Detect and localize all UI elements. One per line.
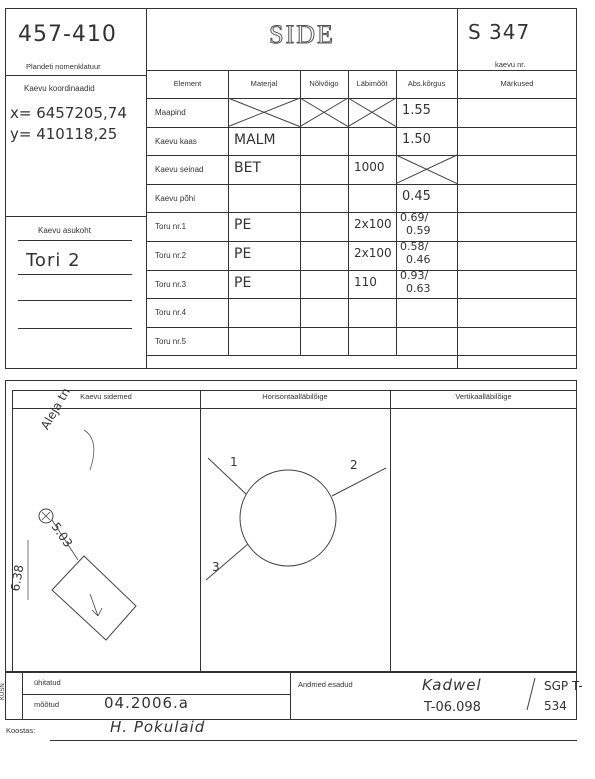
table-cell-value: 0.63 (406, 281, 431, 295)
sketch-header-vertical: Vertikaalläbilõige (455, 392, 512, 401)
location-line-3 (18, 328, 132, 329)
crossed-cell (396, 155, 457, 184)
table-row-divider (147, 298, 577, 299)
street-name: Aleja tn (38, 385, 73, 432)
location-line-1 (18, 274, 132, 275)
location-underline (18, 240, 132, 241)
pipe-label-1: 1 (230, 455, 239, 469)
table-row-divider (147, 355, 577, 356)
compiler-label: Koostas: (6, 726, 36, 735)
table-header-cell: Materjal (250, 79, 278, 88)
compiler-value: H. Pokulaid (110, 718, 206, 736)
nomenclature-label: Plandeti nomenklatuur (26, 62, 101, 71)
slash-divider (525, 676, 537, 712)
x-coordinate: x= 6457205,74 (10, 104, 127, 122)
right-header-divider (457, 70, 577, 71)
crossed-cell (300, 98, 348, 127)
table-cell-value: 1.50 (402, 131, 431, 147)
sketch-header-horizontal: Horisontaalläbilõige (262, 392, 328, 401)
table-row-label: Toru nr.4 (155, 308, 187, 318)
table-row-label: Toru nr.3 (155, 279, 187, 289)
footer-side-divider (22, 672, 23, 720)
table-cell-value: 1000 (354, 160, 385, 175)
pipe-label-3: 3 (212, 560, 221, 574)
well-number-label: kaevu nr. (495, 60, 526, 69)
table-header-cell: Nõlvõigo (309, 79, 339, 88)
sketch-header-links: Kaevu sidemed (80, 392, 132, 401)
footer-mid-divider (290, 672, 291, 720)
header-divider (147, 70, 457, 71)
table-cell-value: 0.93/ (400, 268, 429, 282)
distance-a: 5.03 (48, 520, 76, 550)
sketch-header-divider (12, 408, 577, 409)
sketch-top-rule (12, 390, 577, 391)
well-number-value: S 347 (468, 20, 531, 44)
table-cell-value: 110 (354, 274, 377, 289)
measured-value: 04.2006.a (104, 694, 189, 712)
checked-label: ühitatud (34, 678, 61, 687)
table-cell-value: 2x100 (354, 217, 392, 232)
table-cell-value: 1.55 (402, 103, 431, 118)
location-label: Kaevu asukoht (38, 226, 91, 235)
code-2: SGP T-534 (544, 679, 583, 713)
location-line-2 (18, 300, 132, 301)
data-entered-value: Kadwel (422, 676, 482, 694)
code-1: T-06.098 (424, 700, 481, 715)
table-header-cell: Märkused (500, 79, 534, 88)
table-cell-value: 0.59 (406, 224, 431, 238)
nomenclature-value: 457-410 (18, 22, 117, 47)
table-cell-value: BET (234, 160, 262, 177)
left-header-divider (5, 75, 147, 76)
footer-frame (5, 672, 577, 720)
table-cell-value: 0.69/ (400, 211, 429, 225)
location-divider (5, 216, 147, 217)
table-row-label: Toru nr.1 (155, 222, 187, 232)
pipe-label-2: 2 (350, 458, 359, 472)
table-row-divider (147, 327, 577, 328)
table-row-divider (147, 212, 577, 213)
distance-b: 6.38 (8, 563, 27, 593)
table-row-label: Toru nr.2 (155, 251, 187, 260)
footer-side-label: KUSN (0, 683, 6, 700)
compiler-line (50, 740, 577, 741)
table-cell-value: 0.45 (402, 188, 431, 204)
y-coordinate: y= 410118,25 (10, 125, 118, 143)
measured-label: mõõtud (34, 700, 60, 709)
table-row-label: Maapind (155, 108, 186, 117)
table-header-cell: Element (173, 79, 202, 88)
horizontal-section-sketch (200, 410, 390, 672)
table-cell-value: 0.46 (406, 253, 431, 266)
data-entered-label: Andmed esadud (298, 680, 353, 689)
table-cell-value: PE (234, 246, 252, 262)
table-row-label: Kaevu seinad (155, 165, 204, 175)
coords-label: Kaevu koordinaadid (24, 84, 95, 93)
table-header-cell: Abs.kõrgus (407, 79, 446, 88)
table-row-label: Kaevu kaas (155, 136, 197, 146)
table-row-label: Toru nr.5 (155, 336, 187, 346)
table-row-divider (147, 241, 577, 242)
crossed-cell (228, 98, 300, 127)
table-cell-value: PE (234, 274, 252, 291)
table-row-divider (147, 127, 577, 128)
table-row-divider (147, 184, 577, 185)
table-cell-value: PE (234, 217, 252, 234)
table-row-label: Kaevu põhi (155, 193, 196, 203)
table-cell-value: 0.58/ (400, 240, 429, 253)
sketch-col-divider-2 (390, 390, 391, 672)
table-row-divider (147, 155, 577, 156)
location-sketch (12, 410, 200, 672)
table-cell-value: 2x100 (354, 246, 392, 260)
table-cell-value: MALM (234, 131, 276, 148)
crossed-cell (348, 98, 396, 127)
table-header-cell: Läbimõõt (356, 79, 388, 88)
table-row-divider (147, 270, 577, 271)
page-title: SIDE (269, 20, 335, 49)
left-panel-divider (146, 8, 147, 369)
location-value: Tori 2 (26, 250, 81, 271)
